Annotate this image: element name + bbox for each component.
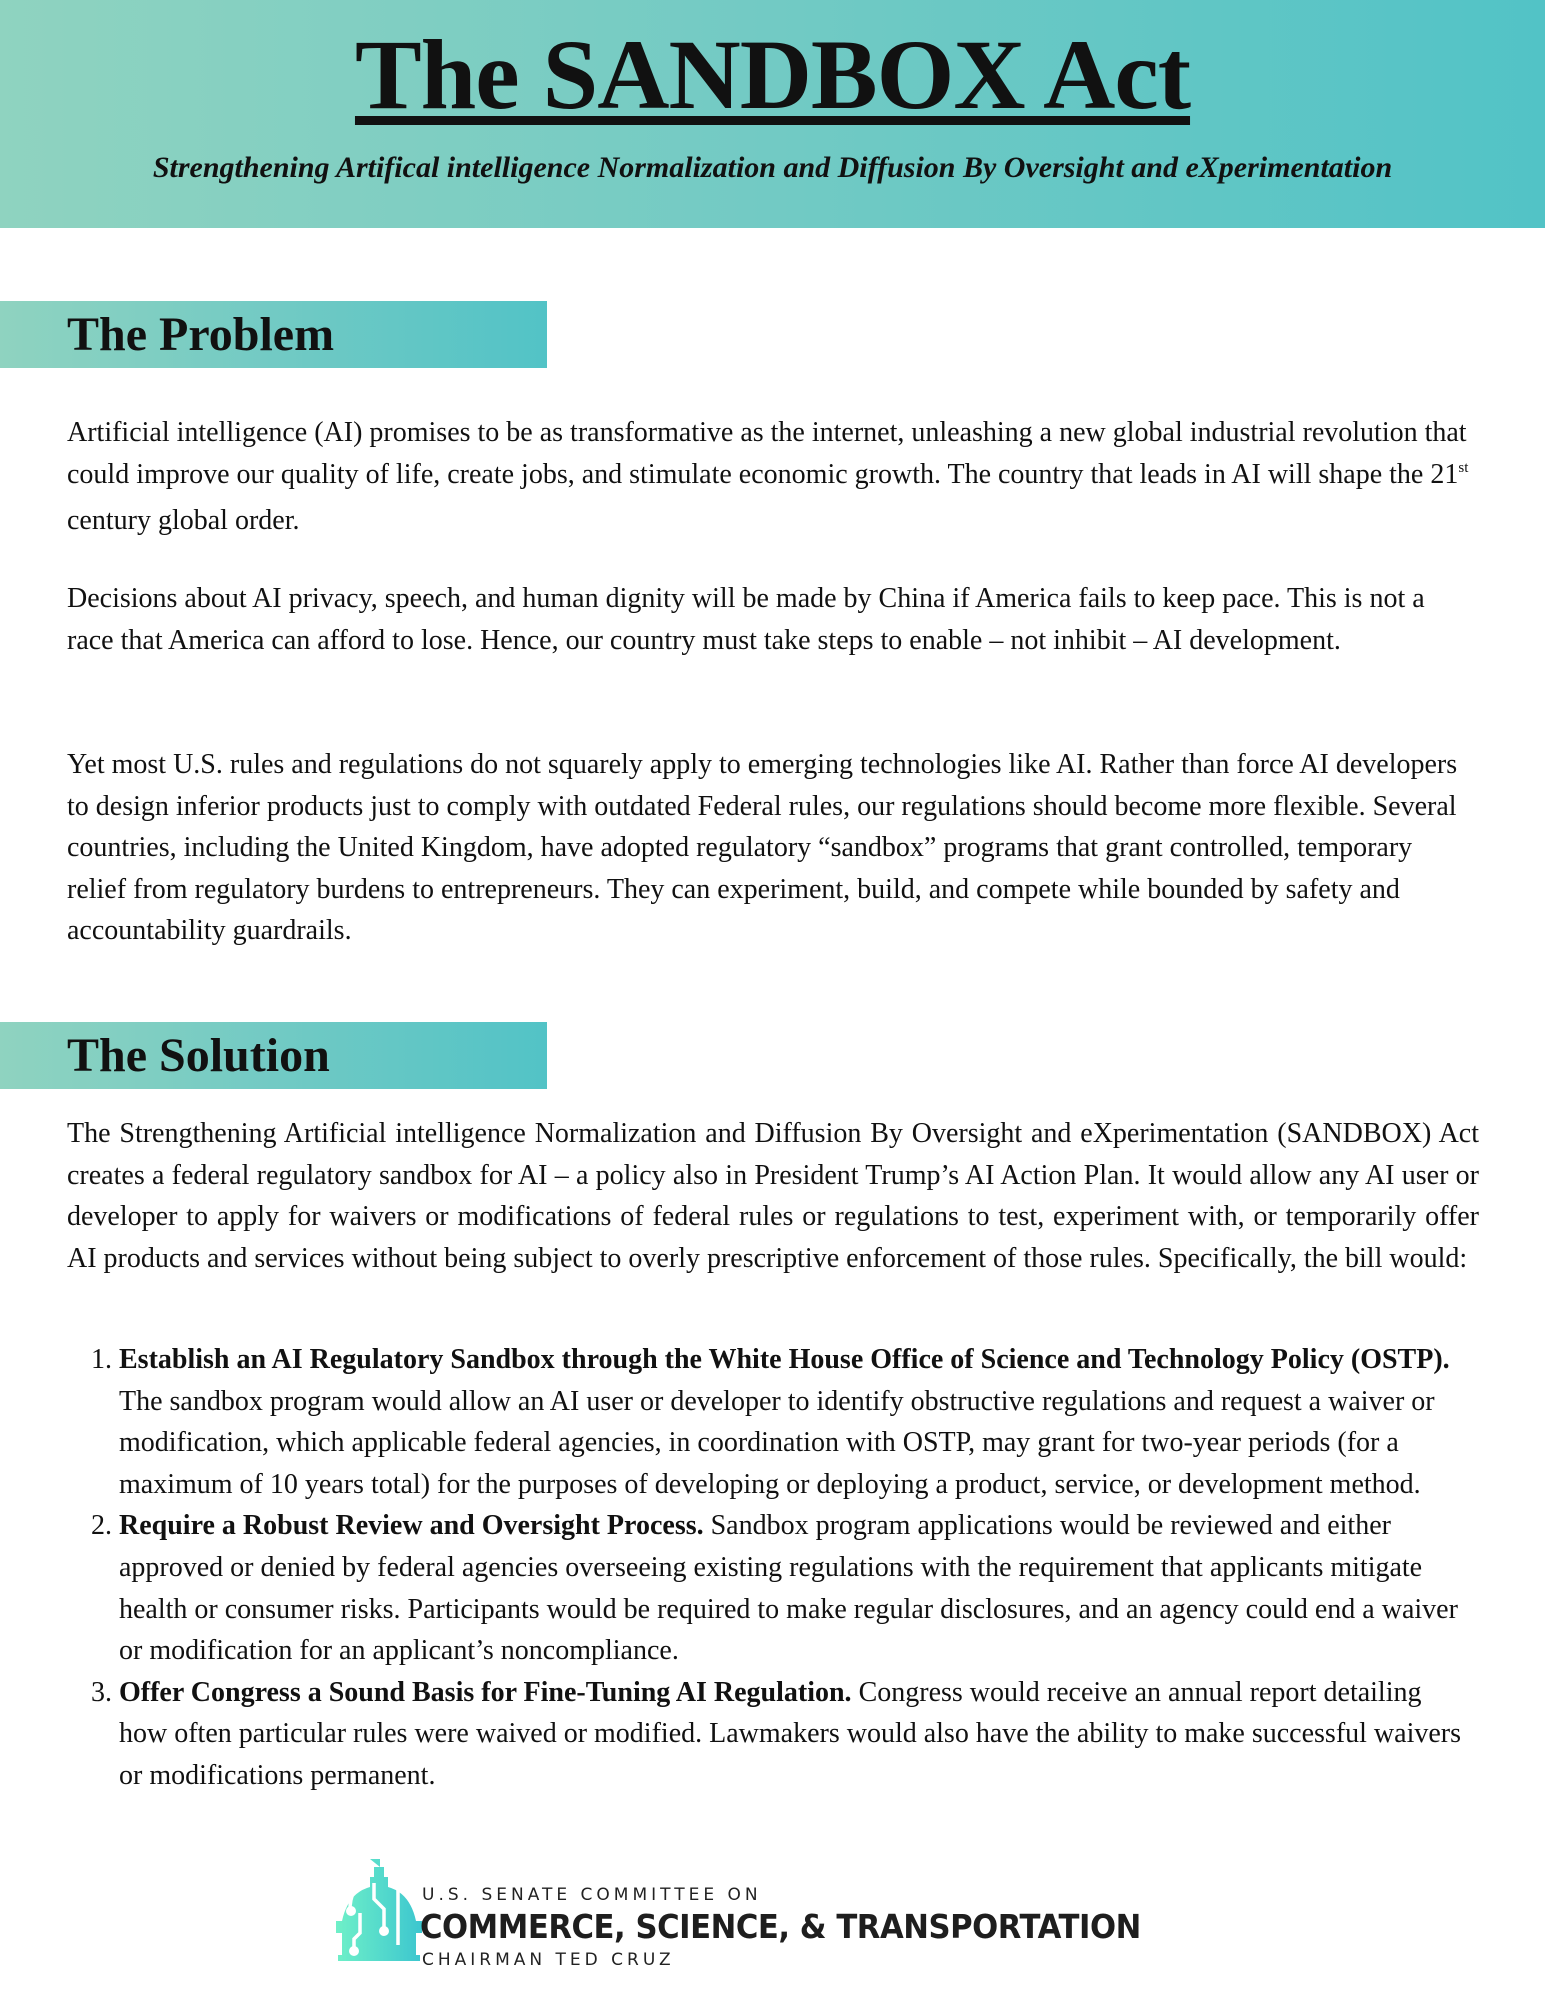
superscript: st [1458, 459, 1469, 476]
section-heading: The Solution [67, 1029, 330, 1082]
document-subtitle: Strengthening Artifical intelligence Normalization and Diffusion By Oversight and eXperimentation [152, 151, 1393, 184]
list-item-text: The sandbox program would allow an AI user or developer to identify obstructive regulations and request a waiver or modification, which applicable federal agencies, in coordination with OSTP, may grant for two-year periods (for a maximum of 10 years total) for the purposes of developing or deploying a product, service, or development method. [119, 1385, 1435, 1500]
problem-paragraph-2: Decisions about AI privacy, speech, and human dignity will be made by China if America fails to keep pace. This is not a race that America can afford to lose. Hence, our country must take steps to enable – not inhibit – AI development. [67, 583, 1425, 656]
document-title [0, 20, 1545, 130]
list-item-lead: Require a Robust Review and Oversight Process. [119, 1510, 704, 1542]
problem-paragraph-1 [67, 412, 1477, 542]
list-number: 1. [91, 1344, 112, 1375]
solution-list [67, 1339, 1467, 1797]
capitol-circuit-icon [330, 1855, 430, 1965]
paragraph-text: century global order. [67, 505, 300, 537]
list-item-text: Congress would receive an annual report detailing how often particular rules were waived or modified. Lawmakers would also have the ability to make successful waivers or modifications permanent. [119, 1676, 1462, 1791]
header-banner [0, 0, 1545, 228]
chairman-label: CHAIRMAN TED CRUZ [422, 1950, 675, 1970]
committee-name: COMMERCE, SCIENCE, & TRANSPORTATION [420, 1907, 1141, 1946]
list-item [67, 1339, 1467, 1505]
section-header-solution [0, 1022, 547, 1089]
list-item-lead: Establish an AI Regulatory Sandbox through the White House Office of Science and Technology Policy (OSTP). [119, 1344, 1450, 1375]
list-item [67, 1672, 1467, 1797]
list-item-text: Sandbox program applications would be reviewed and either approved or denied by federal agencies overseeing existing regulations with the requirement that applicants mitigate health or consumer risks. Participants would be required to make regular disclosures, and an agency could end a waiver or modification for an applicant’s noncompliance. [119, 1510, 1458, 1667]
list-item [67, 1505, 1467, 1671]
list-number: 2. [91, 1510, 112, 1542]
problem-paragraph-3: Yet most U.S. rules and regulations do not squarely apply to emerging technologies like AI. Rather than force AI developers to design inferior products just to comply with outdated Federal rules, our regulations should become more flexible. Several countries, including the United Kingdom, have adopted regulatory “sandbox” programs that grant controlled, temporary relief from regulatory burdens to entrepreneurs. They can experiment, build, and compete while bounded by safety and accountability guardrails. [67, 749, 1458, 947]
committee-logo [330, 1855, 1210, 1970]
title-text: The SANDBOX Act [354, 19, 1191, 130]
section-header-problem [0, 301, 547, 368]
committee-label: U.S. SENATE COMMITTEE ON [422, 1885, 762, 1905]
list-number: 3. [91, 1676, 112, 1708]
section-heading: The Problem [67, 308, 335, 361]
list-item-lead: Offer Congress a Sound Basis for Fine-Tuning AI Regulation. [119, 1676, 852, 1708]
solution-intro-paragraph: The Strengthening Artificial intelligence Normalization and Diffusion By Oversight and eXperimentation (SANDBOX) Act creates a federal regulatory sandbox for AI – a policy also in President Trump’s AI Action Plan. It would allow any AI user or developer to apply for waivers or modifications of federal rules or regulations to test, experiment with, or temporarily offer AI products and services without being subject to overly prescriptive enforcement of those rules. Specifically, the bill would: [67, 1118, 1479, 1274]
paragraph-text: Artificial intelligence (AI) promises to be as transformative as the internet, unleashing a new global industrial revolution that could improve our quality of life, create jobs, and stimulate economic growth. The country that leads in AI will shape the 21 [67, 417, 1467, 490]
